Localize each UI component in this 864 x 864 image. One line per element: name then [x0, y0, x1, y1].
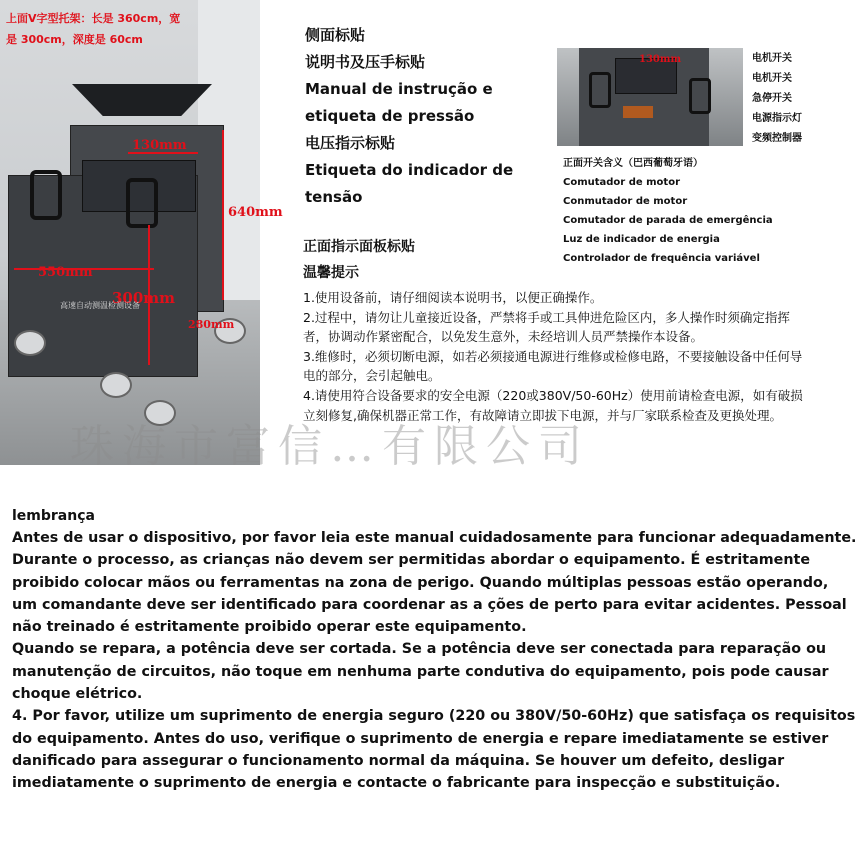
- safety-notes-zh: [303, 288, 803, 425]
- reminder-paragraph: 4. Por favor, utilize um suprimento de energia seguro (220 ou 380V/50-60Hz) que satisfaça os requisitos do equipamento. Antes do uso, verifique o suprimento de energia e repare imediatamente se estiver danificado para assegurar o funcionamento normal da máquina. Se houver um defeito, desligar imediatamente o suprimento de energia e contacte o fabricante para inspecção e substituição.: [12, 708, 856, 792]
- front-label-zh: 变频控制器: [752, 133, 802, 144]
- front-label-zh: 急停开关: [752, 93, 792, 104]
- reminder-paragraph: Antes de usar o dispositivo, por favor leia este manual cuidadosamente para funcionar adequadamente.: [12, 530, 857, 546]
- front-label-pt: Conmutador de motor: [563, 196, 688, 207]
- dim-height-label: 640mm: [228, 205, 283, 220]
- manual-label-pt-2: etiqueta de pressão: [305, 107, 475, 125]
- front-labels-pt: [563, 154, 861, 268]
- reminder-paragraph: Quando se repara, a potência deve ser cortada. Se a potência deve ser conectada para reparação ou manutenção de circuitos, não toque em nenhuma parte condutiva do equipamento, pois pode causar choque elétrico.: [12, 641, 829, 703]
- v-bracket-tray: [72, 84, 212, 116]
- front-label-zh: 电机开关: [752, 53, 792, 64]
- front-labels-zh: [752, 49, 862, 149]
- front-panel-dim-label: 130mm: [639, 54, 682, 65]
- manual-label-zh: 说明书及压手标贴: [305, 53, 426, 71]
- reminder-pt: [12, 505, 858, 795]
- bracket-caption: [6, 8, 202, 50]
- front-label-pt: Comutador de motor: [563, 177, 681, 188]
- front-label-pt: Comutador de parada de emergência: [563, 215, 773, 226]
- voltage-label-pt-2: tensão: [305, 188, 363, 206]
- caster-wheel: [14, 330, 46, 356]
- front-panel-heading: 正面指示面板标贴: [303, 239, 415, 255]
- note-zh: 1.使用设备前，请仔细阅读本说明书，以便正确操作。: [303, 290, 603, 305]
- tips-heading: 温馨提示: [303, 265, 359, 281]
- left-handle: [30, 170, 62, 220]
- front-label-pt: Controlador de frequência variável: [563, 253, 760, 264]
- front-labels-pt-title: 正面开关含义（巴西葡萄牙语）: [563, 158, 703, 169]
- note-zh: 4.请使用符合设备要求的安全电源（220或380V/50-60Hz）使用前请检查电源，如有破损立刻修复,确保机器正常工作，有故障请立即拔下电源，并与厂家联系检查及更换处理。: [303, 387, 803, 423]
- side-labels-column: [305, 22, 555, 211]
- bracket-caption-line-1: 上面V字型托架：长是 360cm，宽: [6, 12, 181, 25]
- indicator-plate: [623, 106, 653, 118]
- bracket-caption-line-2: 是 300cm，深度是 60cm: [6, 33, 143, 46]
- note-zh: 2.过程中，请勿让儿童接近设备，严禁将手或工具伸进危险区内，多人操作时须确定指挥者，协调动作紧密配合，以免发生意外，未经培训人员严禁操作本设备。: [303, 309, 790, 345]
- front-panel-photo: [557, 48, 743, 146]
- voltage-label-zh: 电压指示标贴: [305, 134, 396, 152]
- left-handle: [589, 72, 611, 108]
- note-zh: 3.维修时，必须切断电源，如若必须接通电源进行维修或检修电路，不要接触设备中任何导电的部分，会引起触电。: [303, 348, 803, 384]
- voltage-label-pt-1: Etiqueta do indicador de: [305, 161, 514, 179]
- machine-plate-label: 高速自动测温检测设备: [60, 301, 140, 310]
- dim-base-label: 280mm: [188, 318, 235, 331]
- dim-width-label: 550mm: [38, 265, 93, 280]
- manual-label-pt-1: Manual de instrução e: [305, 80, 493, 98]
- front-label-zh: 电机开关: [752, 73, 792, 84]
- front-label-pt: Luz de indicador de energia: [563, 234, 720, 245]
- right-handle: [126, 178, 158, 228]
- company-watermark: 珠海市富信…有限公司: [70, 421, 590, 472]
- reminder-title: lembrança: [12, 508, 95, 524]
- front-label-zh: 电源指示灯: [752, 113, 802, 124]
- dim-top-label: 130mm: [132, 138, 187, 153]
- machine-photo: [0, 0, 283, 465]
- side-heading: 侧面标贴: [305, 26, 366, 44]
- caster-wheel: [100, 372, 132, 398]
- dim-depth-label: 300mm: [112, 289, 176, 307]
- dim-line-height: [222, 130, 224, 300]
- reminder-paragraph: Durante o processo, as crianças não devem ser permitidas abordar o equipamento. É estritamente proibido colocar mãos ou ferramentas na zona de perigo. Quando múltiplas pessoas estão operando, um comandante deve ser identificado para coordenar as a ções de perto para evitar acidentes. Pessoal não treinado é estritamente proibido operar este equipamento.: [12, 552, 847, 636]
- caster-wheel: [144, 400, 176, 426]
- right-handle: [689, 78, 711, 114]
